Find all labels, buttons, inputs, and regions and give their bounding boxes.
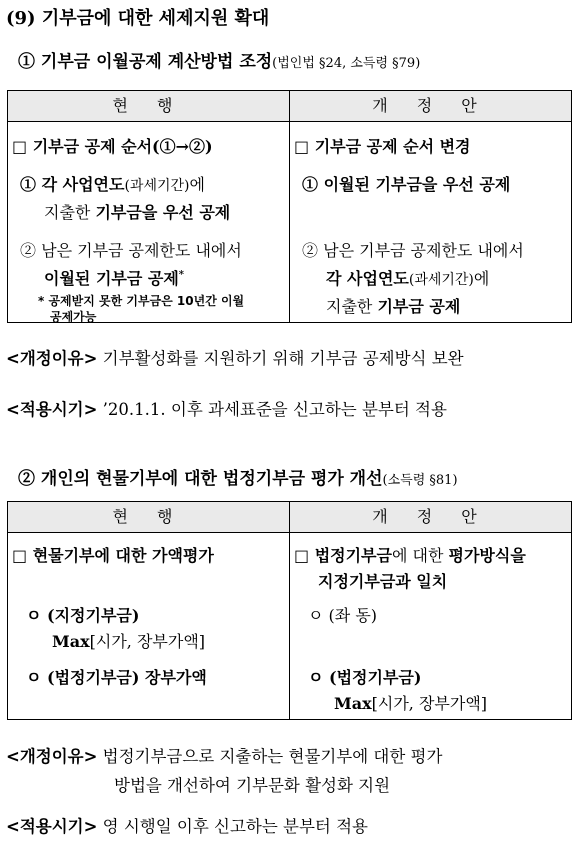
t2-left-p1-max: Max — [52, 632, 90, 651]
section-title: (9) 기부금에 대한 세제지원 확대 — [6, 8, 270, 29]
t1-right-p2-l3 — [326, 294, 460, 317]
t1-right-p2-l2c: 에 — [473, 269, 490, 288]
t1-right-box: □ 기부금 공제 순서 변경 — [294, 137, 471, 156]
item1-date — [6, 396, 447, 420]
t2-right-box-a: □ — [294, 546, 315, 565]
t2-right-p2-l1: ㅇ (법정기부금) — [308, 668, 422, 687]
t2-left-p1-l2 — [52, 629, 205, 652]
t1-right-p2-l2b: (과세기간) — [408, 272, 474, 288]
t1-left-p2-l2-text: 이월된 기부금 공제 — [44, 269, 179, 288]
t1-left-p1-l2b: 기부금을 우선 공제 — [95, 203, 231, 222]
item1-date-text: ’20.1.1. 이후 과세표준을 신고하는 분부터 적용 — [102, 400, 447, 419]
t1-left-p2-l2 — [44, 266, 184, 289]
comparison-table-2 — [7, 501, 572, 720]
t2-right-p1: ㅇ (좌 동) — [308, 606, 378, 625]
t2-right-p2-l2 — [334, 691, 487, 714]
t1-left-p2-text: 남은 기부금 공제한도 내에서 — [41, 241, 242, 260]
item2-reason-label: <개정이유> — [6, 747, 98, 766]
table1-revised-cell — [290, 122, 572, 323]
table2-header-revised: 개 정 안 — [290, 502, 572, 533]
t1-left-p1-l1 — [20, 172, 205, 195]
t1-right-p1 — [302, 172, 510, 195]
t1-right-p2-text: 남은 기부금 공제한도 내에서 — [323, 241, 524, 260]
item1-ref: (법인법 §24, 소득령 §79) — [272, 56, 421, 71]
item2-ref: (소득령 §81) — [382, 473, 458, 488]
t1-left-p2-num: ② — [20, 241, 37, 260]
item2-title — [18, 464, 458, 489]
t1-left-box: □ 기부금 공제 순서(①→②) — [12, 137, 213, 156]
t1-left-p1-b: (과세기간) — [124, 178, 190, 194]
item1-reason-label: <개정이유> — [6, 349, 98, 368]
t1-left-p1-a: 각 사업연도 — [41, 175, 125, 194]
t1-left-note-l1: * 공제받지 못한 기부금은 10년간 이월 — [38, 294, 245, 308]
t1-left-p2-l1 — [20, 238, 242, 261]
table2-revised-cell — [290, 533, 572, 720]
t2-right-box — [294, 543, 526, 566]
t1-right-p1-num: ① — [302, 175, 319, 194]
t1-right-p2-l2 — [326, 266, 489, 289]
item2-date-text: 영 시행일 이후 신고하는 분부터 적용 — [102, 817, 368, 836]
item1-title — [18, 47, 420, 72]
item1-reason-text: 기부활성화를 지원하기 위해 기부금 공제방식 보완 — [102, 349, 464, 368]
table1-current-cell — [8, 122, 290, 323]
t2-left-p2: ㅇ (법정기부금) 장부가액 — [26, 668, 207, 687]
item2-date — [6, 813, 368, 837]
table1-header-current: 현 행 — [8, 91, 290, 122]
t1-left-p1-l2 — [44, 200, 230, 223]
t2-right-box-b: 법정기부금 — [314, 546, 392, 565]
t2-right-box-c: 에 대한 — [391, 546, 449, 565]
t1-right-p2-l3a: 지출한 — [326, 297, 378, 316]
table1-header-revised: 개 정 안 — [290, 91, 572, 122]
t2-left-p1-args: [시가, 장부가액] — [89, 632, 206, 651]
item1-reason — [6, 345, 464, 369]
item1-title-text: ① 기부금 이월공제 계산방법 조정 — [18, 52, 273, 72]
t1-left-p2-star: * — [178, 269, 185, 281]
item2-date-label: <적용시기> — [6, 817, 98, 836]
t2-right-p2-args: [시가, 장부가액] — [371, 694, 488, 713]
t1-left-p1-c: 에 — [189, 175, 205, 194]
t1-left-p1-num: ① — [20, 175, 37, 194]
t2-left-p1-l1: ㅇ (지정기부금) — [26, 606, 140, 625]
t1-left-p1-l2a: 지출한 — [44, 203, 96, 222]
item2-title-text: ② 개인의 현물기부에 대한 법정기부금 평가 개선 — [18, 469, 383, 489]
table2-header-current: 현 행 — [8, 502, 290, 533]
t2-right-box-l2: 지정기부금과 일치 — [318, 572, 448, 591]
item2-reason — [6, 743, 442, 767]
t1-right-p2-l3b: 기부금 공제 — [377, 297, 461, 316]
t2-right-p2-max: Max — [334, 694, 372, 713]
t1-right-p1-text: 이월된 기부금을 우선 공제 — [323, 175, 511, 194]
t2-left-box: □ 현물기부에 대한 가액평가 — [12, 546, 214, 565]
t1-right-p2-l2a: 각 사업연도 — [326, 269, 409, 288]
table2-current-cell — [8, 533, 290, 720]
t1-left-note-l2: 공제가능 — [50, 310, 97, 324]
item2-reason-l1: 법정기부금으로 지출하는 현물기부에 대한 평가 — [102, 747, 443, 766]
t2-right-box-d: 평가방식을 — [448, 546, 526, 565]
t1-right-p2-l1 — [302, 238, 524, 261]
item2-reason-l2: 방법을 개선하여 기부문화 활성화 지원 — [114, 776, 391, 795]
t1-right-p2-num: ② — [302, 241, 319, 260]
comparison-table-1 — [7, 90, 572, 323]
item1-date-label: <적용시기> — [6, 400, 98, 419]
